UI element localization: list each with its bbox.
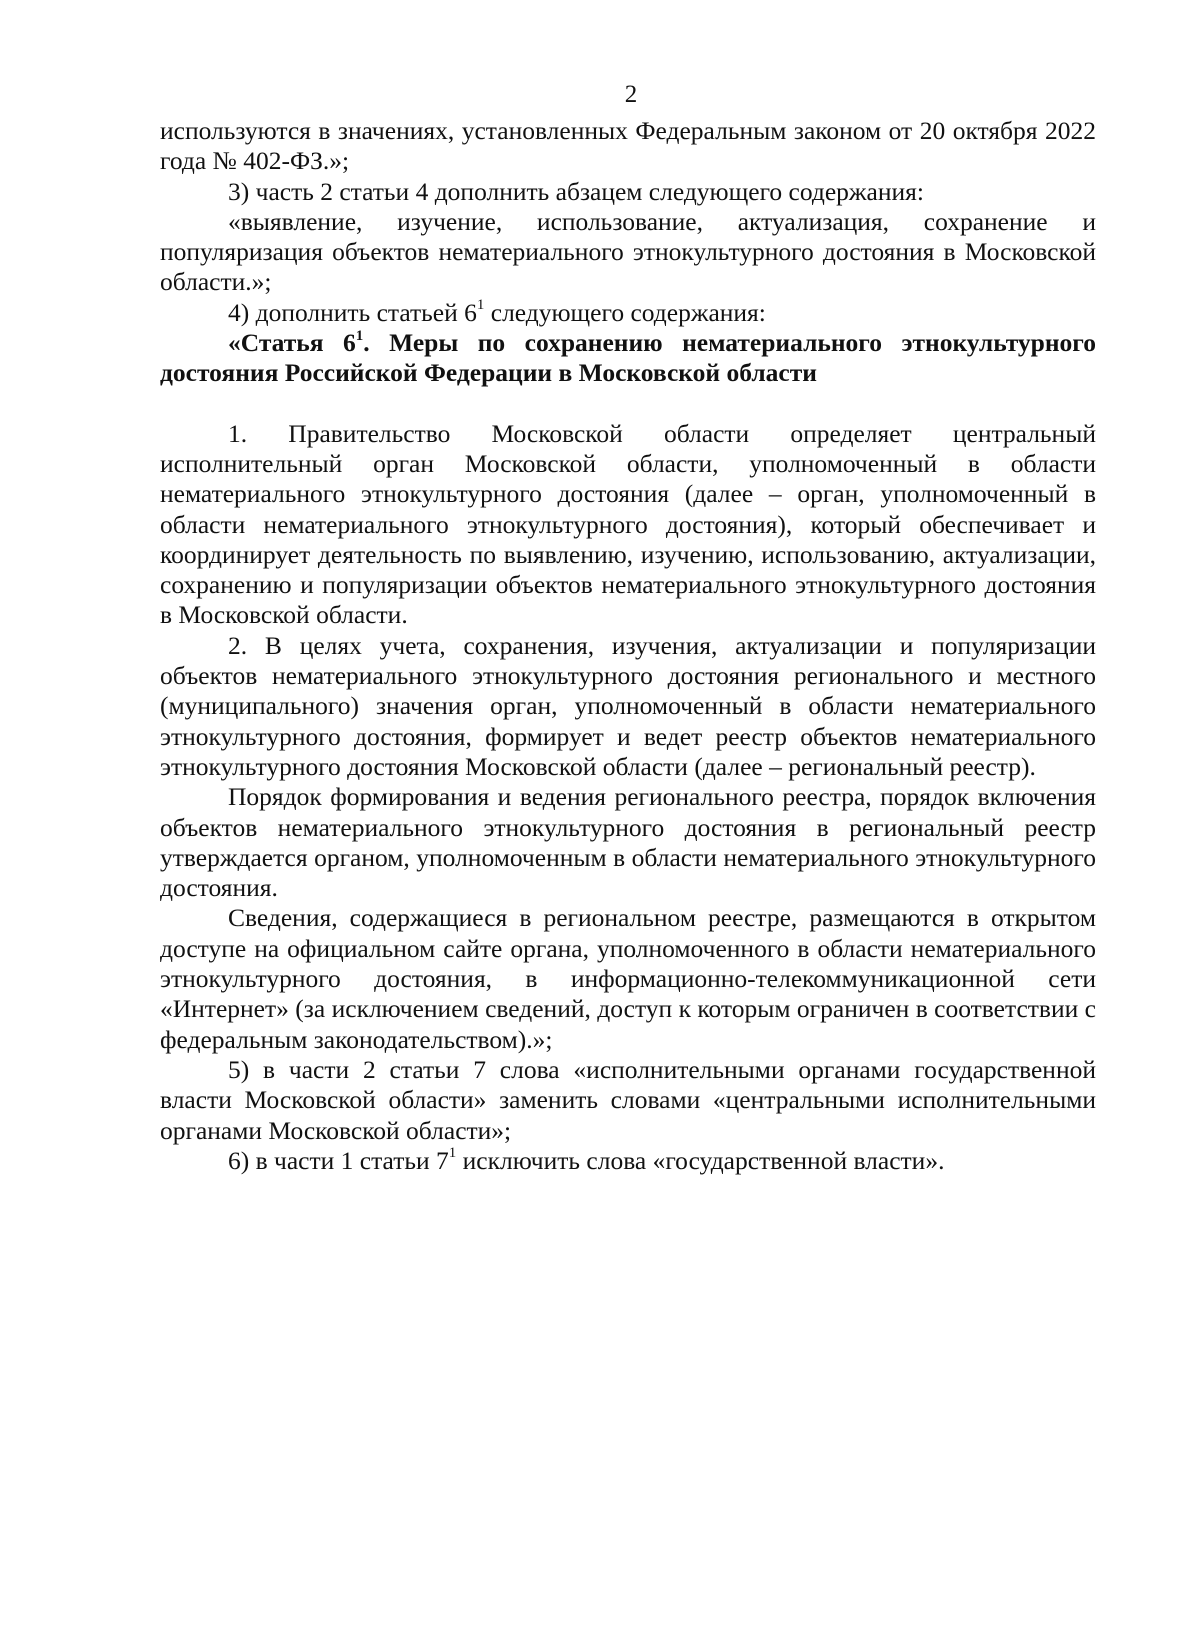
paragraph-item-3: 3) часть 2 статьи 4 дополнить абзацем следующего содержания: <box>228 176 924 206</box>
paragraph-registry-procedure: Порядок формирования и ведения регионального реестра, порядок включения объектов нематериального этнокультурного достояния в региональный реестр утверждается органом, уполномоченным в области нематериального этнокультурного достояния. <box>160 782 1096 903</box>
paragraph-continuation: используются в значениях, установленных Федеральным законом от 20 октября 2022 года № 402-ФЗ.»; <box>160 116 1096 176</box>
item-6-text-after: исключить слова «государственной власти». <box>456 1145 945 1175</box>
item-4-superscript: 1 <box>476 297 485 314</box>
item-4-text-before: 4) дополнить статьей 6 <box>228 297 477 327</box>
article-title <box>160 328 1096 389</box>
paragraph-clause-2: 2. В целях учета, сохранения, изучения, актуализации и популяризации объектов нематериального этнокультурного достояния регионального и местного (муниципального) значения орган, уполномоченный в области нематериального этнокультурного достояния, формирует и ведет реестр объектов нематериального этнокультурного достояния Московской области (далее – региональный реестр). <box>160 630 1096 781</box>
article-title-after: . Меры по сохранению нематериального этнокультурного достояния Российской Федерации в Московской области <box>160 328 1096 388</box>
paragraph-item-6 <box>160 1146 1096 1176</box>
item-6-superscript: 1 <box>448 1145 457 1162</box>
paragraph-item-4 <box>160 298 1096 328</box>
article-title-before: «Статья 6 <box>228 328 356 358</box>
paragraph-clause-1: 1. Правительство Московской области определяет центральный исполнительный орган Московской области, уполномоченный в области нематериального этнокультурного достояния (далее – орган, уполномоченный в области нематериального этнокультурного достояния), который обеспечивает и координирует деятельность по выявлению, изучению, использованию, актуализации, сохранению и популяризации объектов нематериального этнокультурного достояния в Московской области. <box>160 418 1096 630</box>
spacer <box>160 389 1096 419</box>
paragraph-registry-info: Сведения, содержащиеся в региональном реестре, размещаются в открытом доступе на официальном сайте органа, уполномоченного в области нематериального этнокультурного достояния, в информационно-телекоммуникационной сети «Интернет» (за исключением сведений, доступ к которым ограничен в соответствии с федеральным законодательством).»; <box>160 903 1096 1054</box>
page-number: 2 <box>624 81 638 108</box>
paragraph-item-5: 5) в части 2 статьи 7 слова «исполнительными органами государственной власти Московской области» заменить словами «центральными исполнительными органами Московской области»; <box>160 1054 1096 1145</box>
item-6-text-before: 6) в части 1 статьи 7 <box>228 1145 449 1175</box>
document-body <box>160 116 1096 1176</box>
article-title-superscript: 1 <box>355 327 364 344</box>
paragraph-item-3-quote: «выявление, изучение, использование, актуализация, сохранение и популяризация объектов нематериального этнокультурного достояния в Московской области.»; <box>160 206 1096 297</box>
item-4-text-after: следующего содержания: <box>484 297 766 327</box>
